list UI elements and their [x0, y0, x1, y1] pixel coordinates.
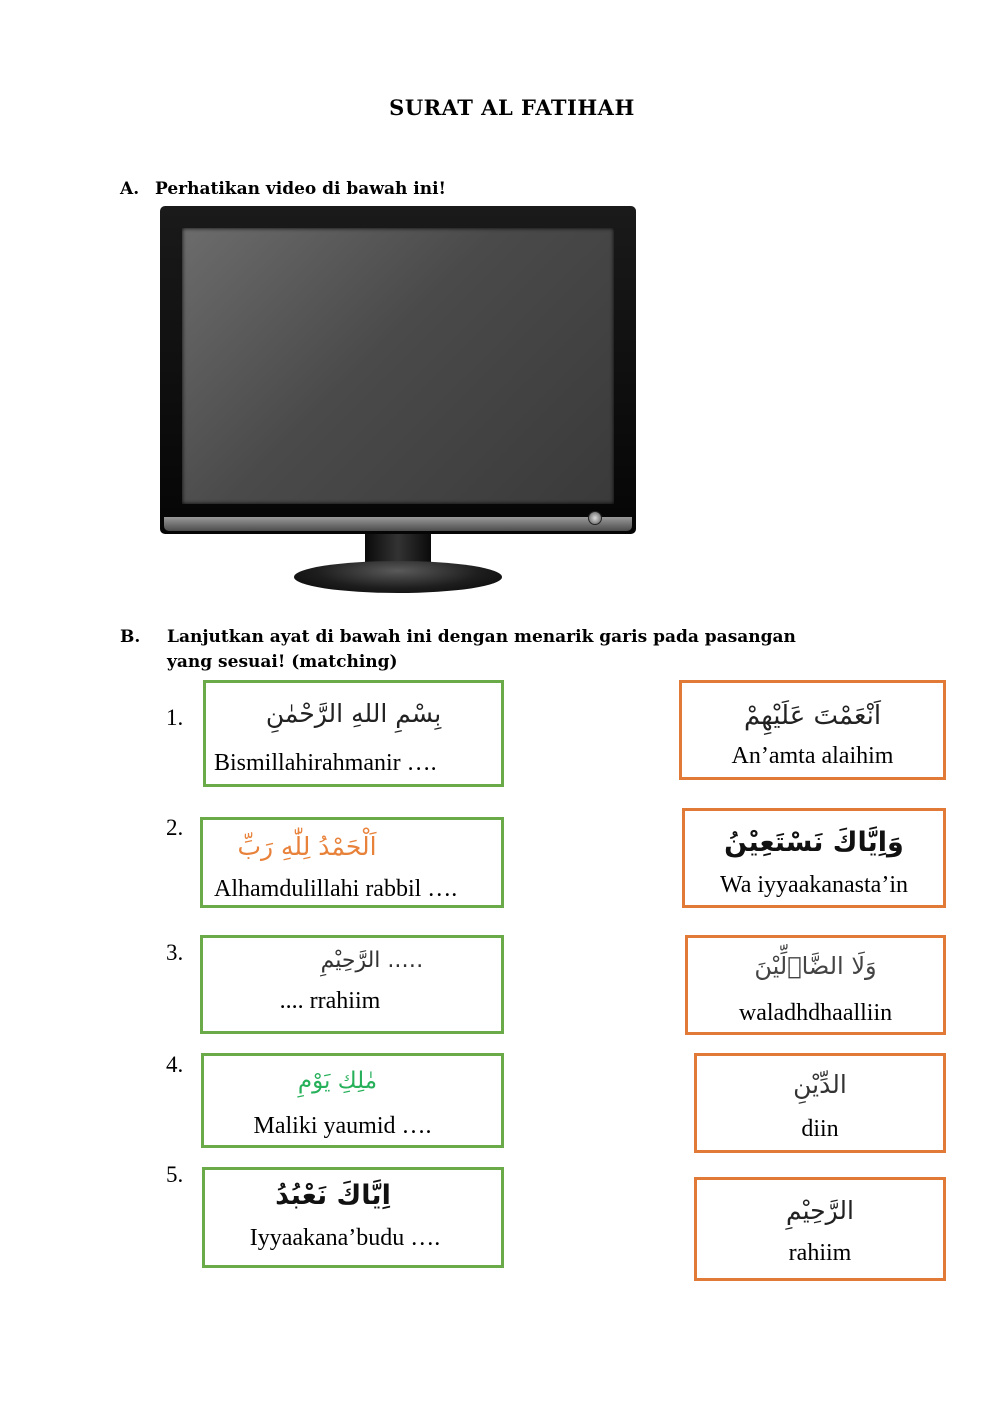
arabic-text: وَلَا الضَّاۤلِّيْنَ [754, 952, 877, 980]
section-b [120, 625, 920, 677]
monitor-base [294, 561, 502, 593]
item-number: 5. [166, 1162, 184, 1187]
left-card-1[interactable] [203, 680, 504, 787]
page-title: SURAT AL FATIHAH [389, 95, 635, 120]
arabic-text: اِيَّاكَ نَعْبُدُ [275, 1180, 391, 1211]
latin-text: diin [801, 1116, 839, 1142]
latin-text: An’amta alaihim [731, 743, 894, 769]
section-a [120, 177, 720, 203]
latin-text: Wa iyyaakanasta’in [720, 872, 908, 898]
left-card-3[interactable] [200, 935, 504, 1034]
item-number: 4. [166, 1052, 184, 1077]
item-number: 1. [166, 705, 184, 730]
arabic-text: اَنْعَمْتَ عَلَيْهِمْ [743, 701, 882, 731]
section-b-line2: yang sesuai! (matching) [167, 652, 398, 672]
right-card-5[interactable] [694, 1177, 946, 1281]
arabic-text: ….. الرَّحِيْمِ [320, 948, 424, 973]
latin-text: Alhamdulillahi rabbil …. [214, 876, 458, 902]
section-b-line1: Lanjutkan ayat di bawah ini dengan menarik garis pada pasangan [167, 627, 796, 647]
right-card-1[interactable] [679, 680, 946, 780]
left-card-4[interactable] [201, 1053, 504, 1148]
arabic-text: وَاِيَّاكَ نَسْتَعِيْنُ [724, 827, 904, 858]
monitor-chin [164, 517, 632, 531]
power-button-icon [588, 511, 602, 525]
section-a-label: A. [120, 179, 140, 199]
item-number: 2. [166, 815, 184, 840]
right-card-3[interactable] [685, 935, 946, 1035]
section-a-text: Perhatikan video di bawah ini! [155, 179, 446, 199]
arabic-text: اَلْحَمْدُ لِلّٰهِ رَبِّ [237, 832, 377, 861]
arabic-text: مٰلِكِ يَوْمِ [297, 1068, 378, 1094]
left-card-2[interactable] [200, 817, 504, 908]
video-screen[interactable] [182, 228, 614, 504]
arabic-text: الدِّيْنِ [793, 1070, 847, 1099]
arabic-text: بِسْمِ اللهِ الرَّحْمٰنِ [265, 699, 442, 728]
latin-text: Iyyaakana’budu …. [249, 1225, 441, 1251]
latin-text: Maliki yaumid …. [253, 1113, 432, 1139]
monitor-icon [160, 206, 636, 596]
arabic-text: الرَّحِيْمِ [786, 1196, 854, 1225]
latin-text: .... rrahiim [279, 988, 381, 1014]
right-card-2[interactable] [682, 808, 946, 908]
monitor-bezel [160, 206, 636, 534]
right-card-4[interactable] [694, 1053, 946, 1153]
item-number: 3. [166, 940, 184, 965]
latin-text: rahiim [788, 1240, 852, 1266]
latin-text: Bismillahirahmanir …. [214, 750, 437, 776]
section-b-label: B. [120, 627, 141, 647]
latin-text: waladhdhaalliin [738, 1000, 893, 1026]
left-card-5[interactable] [202, 1167, 504, 1268]
